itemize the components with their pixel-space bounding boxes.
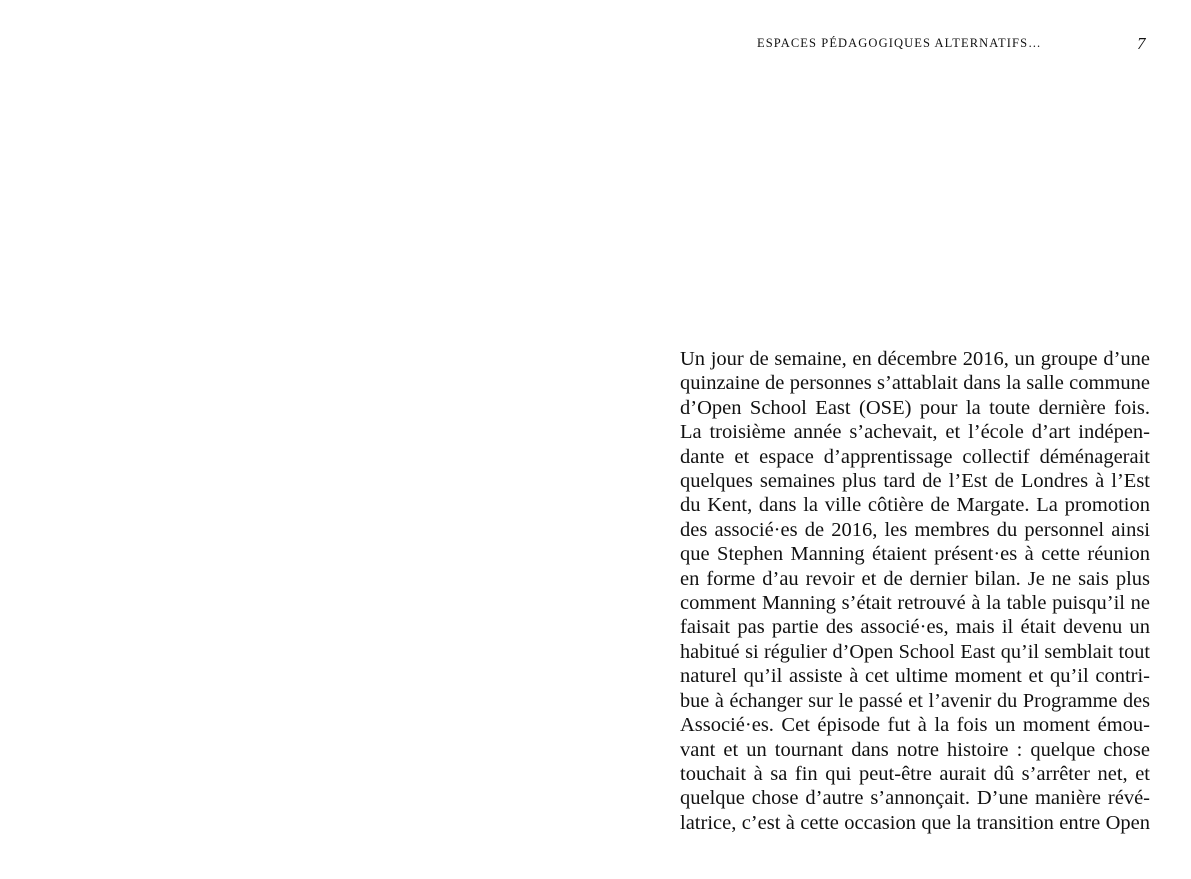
body-paragraph: [680, 347, 1150, 835]
text-line: en forme d’au revoir et de dernier bilan. Je ne sais plus: [680, 567, 1150, 590]
text-line: La troisième année s’achevait, et l’école d’art indépen-: [680, 421, 1150, 444]
text-line: quelques semaines plus tard de l’Est de Londres à l’Est: [680, 470, 1150, 493]
text-line: du Kent, dans la ville côtière de Margate. La promotion: [680, 494, 1150, 517]
page-number: 7: [1137, 34, 1146, 53]
text-line: touchait à sa fin qui peut-être aurait dû s’arrêter net, et: [680, 762, 1150, 785]
text-line: Associé·es. Cet épisode fut à la fois un moment émou-: [680, 714, 1150, 737]
text-line: habitué si régulier d’Open School East qu’il semblait tout: [680, 640, 1150, 663]
text-line: quinzaine de personnes s’attablait dans la salle commune: [680, 372, 1150, 395]
text-line: faisait pas partie des associé·es, mais il était devenu un: [680, 616, 1150, 639]
text-line: vant et un tournant dans notre histoire : quelque chose: [680, 738, 1150, 761]
text-line: quelque chose d’autre s’annonçait. D’une manière révé-: [680, 787, 1150, 810]
text-line: Un jour de semaine, en décembre 2016, un groupe d’une: [680, 348, 1150, 370]
running-header-title: ESPACES PÉDAGOGIQUES ALTERNATIFS…: [757, 36, 1042, 50]
text-line: latrice, c’est à cette occasion que la transition entre Open: [680, 811, 1150, 834]
text-line: dante et espace d’apprentissage collectif déménagerait: [680, 445, 1150, 468]
text-line: que Stephen Manning étaient présent·es à cette réunion: [680, 543, 1150, 566]
text-line: d’Open School East (OSE) pour la toute dernière fois.: [680, 396, 1150, 419]
text-line: bue à échanger sur le passé et l’avenir du Programme des: [680, 689, 1150, 712]
text-line: des associé·es de 2016, les membres du personnel ainsi: [680, 518, 1150, 541]
text-line: comment Manning s’était retrouvé à la table puisqu’il ne: [680, 592, 1150, 615]
text-line: naturel qu’il assiste à cet ultime moment et qu’il contri-: [680, 665, 1150, 688]
